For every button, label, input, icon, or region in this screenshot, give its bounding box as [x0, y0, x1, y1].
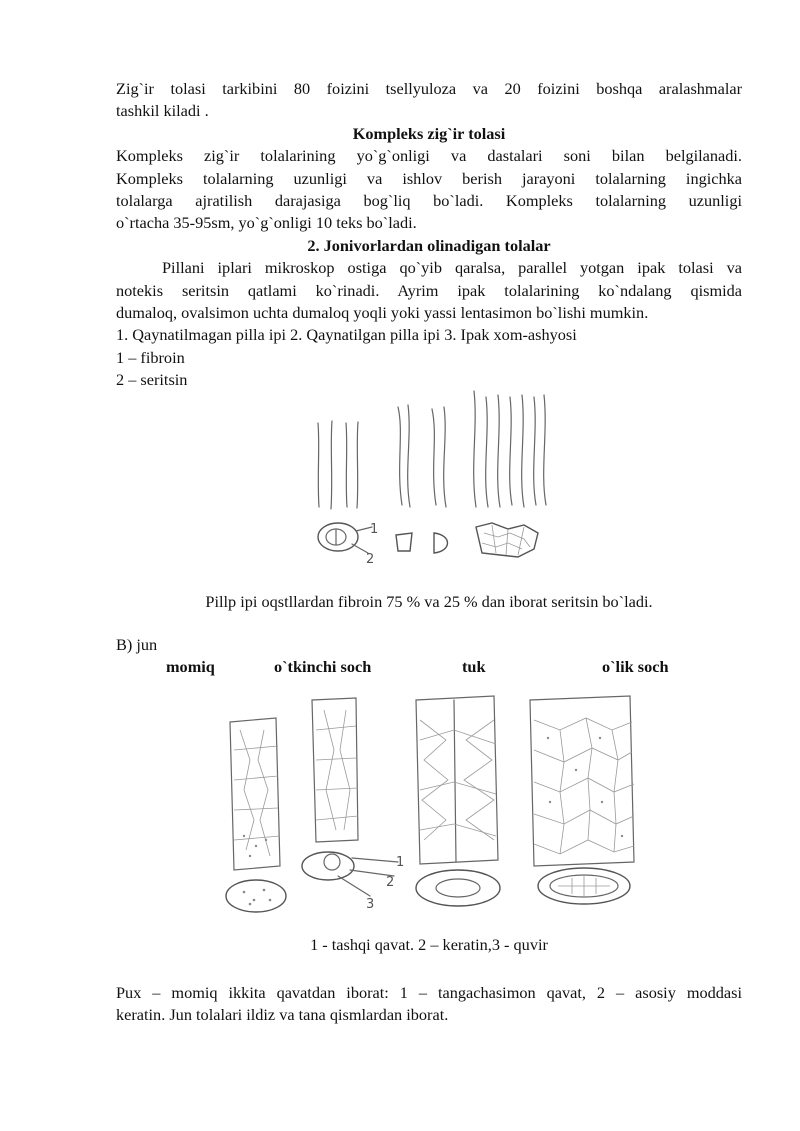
raw-silk-drawing — [474, 391, 546, 557]
wool-section-label: B) jun — [116, 635, 158, 654]
figure1-caption: Pillp ipi oqstllardan fibroin 75 % va 25 % dan iborat seritsin bo`ladi. — [205, 592, 653, 611]
figure2-caption: 1 - tashqi qavat. 2 – keratin,3 - quvir — [310, 935, 548, 954]
dead-hair-drawing — [530, 696, 634, 904]
fig2-callout-1: 1 — [396, 855, 405, 870]
fig1-callout-1: 1 — [370, 522, 379, 537]
legend-seritsin: 2 – seritsin — [116, 370, 188, 390]
fig2-callout-3: 3 — [366, 897, 375, 912]
transitional-hair-drawing — [302, 698, 404, 912]
column-label-otkinchi-soch: o`tkinchi soch — [274, 657, 372, 676]
section1-line-4: o`rtacha 35-95sm, yo`g`onligi 10 teks bo`ladi. — [116, 213, 417, 233]
closing-paragraph — [116, 982, 742, 1027]
silk-fiber-figure — [312, 387, 552, 573]
fig1-callout-2: 2 — [366, 552, 375, 567]
document-body — [116, 78, 742, 392]
section-heading-kompleks: Kompleks zig`ir tolasi — [352, 123, 506, 143]
raw-cocoon-thread-drawing — [318, 421, 378, 567]
legend-fibroin: 1 – fibroin — [116, 347, 185, 367]
section2-line-2: notekis seritsin qatlami ko`rinadi. Ayrim ipak tolalarining ko`ndalang qismida — [116, 280, 742, 300]
section2-line-1: Pillani iplari mikroskop ostiga qo`yib qaralsa, parallel yotgan ipak tolasi va — [162, 258, 742, 278]
column-label-momiq: momiq — [166, 657, 215, 676]
silk-list-line: 1. Qaynatilmagan pilla ipi 2. Qaynatilgan pilla ipi 3. Ipak xom-ashyosi — [116, 325, 577, 345]
guard-hair-drawing — [416, 696, 500, 906]
section1-line-2: Kompleks tolalarning uzunligi va ishlov berish jarayoni tolalarning ingichka — [116, 168, 742, 188]
closing-line-2: keratin. Jun tolalari ildiz va tana qismlardan iborat. — [116, 1005, 449, 1025]
section1-line-1: Kompleks zig`ir tolalarining yo`g`onligi va dastalari soni bilan belgilanadi. — [116, 146, 742, 166]
fig2-callout-2: 2 — [386, 875, 395, 890]
column-label-tuk: tuk — [462, 657, 486, 676]
column-label-olik-soch: o`lik soch — [602, 657, 669, 676]
intro-line-2: tashkil kiladi . — [116, 101, 209, 121]
section-heading-jonivorlar: 2. Jonivorlardan olinadigan tolalar — [307, 235, 551, 255]
intro-line-1: Zig`ir tolasi tarkibini 80 foizini tsellyuloza va 20 foizini boshqa aralashmalar — [116, 79, 742, 98]
closing-line-1: Pux – momiq ikkita qavatdan iborat: 1 – tangachasimon qavat, 2 – asosiy moddasi — [116, 983, 742, 1002]
section2-line-3: dumaloq, ovalsimon uchta dumaloq yoqli yoki yassi lentasimon bo`lishi mumkin. — [116, 303, 649, 323]
section1-line-3: tolalarga ajratilish darajasiga bog`liq bo`ladi. Kompleks tolalarning uzunligi — [116, 191, 742, 211]
boiled-cocoon-thread-drawing — [396, 405, 448, 553]
wool-fiber-figure — [220, 690, 650, 918]
down-fiber-drawing — [226, 718, 286, 912]
